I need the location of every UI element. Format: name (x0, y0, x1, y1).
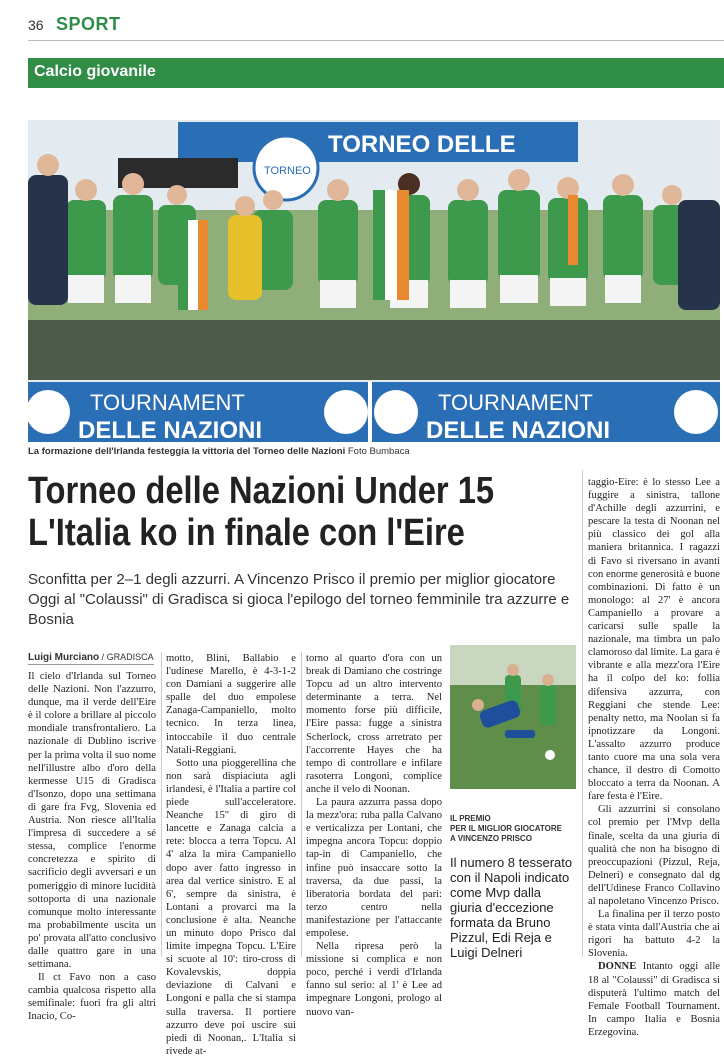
headline-line-1: Torneo delle Nazioni Under 15 (28, 470, 495, 512)
headline-line-2: L'Italia ko in finale con l'Eire (28, 512, 465, 554)
article-column-4 (588, 476, 720, 1039)
banner-bottom-text-2: DELLE NAZIONI (78, 417, 262, 442)
paragraph: Il ct Favo non a caso cambia qualcosa rispetto alla semifinale: fuori fra gli altri Inacio, Co- (28, 972, 156, 1023)
paragraph: Gli azzurrini si consolano col premio per l'Mvp della finale, scelta da una giuria di qualità che non ha bisogno di preoccupazioni (Pizzul, Reja, Delneri) e consegnato dal dg dell'Udinese Franco Collavino al napoletano Vincenzo Prisco. (588, 804, 720, 907)
subtitle (28, 570, 588, 630)
banner-logo-text: TORNEO (264, 165, 311, 177)
subtitle-line-1: Sconfitta per 2–1 degli azzurri. A Vincenzo Prisco il premio per miglior giocatore (28, 571, 556, 588)
article-column-1 (28, 670, 156, 1024)
banner-bottom-text-1: TOURNAMENT (90, 390, 245, 415)
paragraph: Il cielo d'Irlanda sul Torneo delle Nazioni. Non l'azzurro, dunque, ma il verde dell'Eire è il colore a brillare al piccolo mondiale transfrontaliero. La nazionale di Dublino iscrive per la prima volta il suo nome nell'illustre albo d'oro della kermesse U15 di Gradisca d'Isonzo, dopo una settimana di gare fra Fvg, Slovenia ed Austria. Non riesce all'Italia l'impresa di succedere a sé stessa, complice l'enorme concretezza e spirito di sacrificio degli avversari e un pomeriggio di minore lucidità sottoporta di una nazionale comunque molto interessante ma probabilmente uscita un po' provata all'atto conclusivo dalle quattro gare in una settimana. (28, 671, 156, 971)
paragraph: motto, Blini, Ballabio e l'udinese Marello, è 4-3-1-2 con Damiani a suggerire alle spalle del duo empolese Zanaga-Campaniello, molto tecnico. In terza linea, intoccabile il duo centrale Natali-Reggiani. (166, 653, 296, 756)
caption-credit: Foto Bumbaca (347, 446, 410, 457)
inset-photo (450, 645, 576, 789)
banner-bottom-text-4: DELLE NAZIONI (426, 417, 610, 442)
caption-text: La formazione dell'Irlanda festeggia la vittoria del Torneo delle Nazioni (28, 446, 346, 457)
headline (28, 470, 495, 554)
article-column-2 (166, 652, 296, 1058)
paragraph: La finalina per il terzo posto è stata vinta dall'Austria che ai rigori ha battuto 4-2 la Slovenia. (588, 909, 720, 960)
inset-caption (450, 814, 576, 844)
column-divider (301, 652, 302, 957)
byline-divider (28, 664, 154, 665)
paragraph: Sotto una pioggerellina che non sarà dispiaciuta agli irlandesi, è l'Italia a partire col piede sull'acceleratore. Neanche 15" di giro di lancette e Zanaga calcia a rete: blocca a terra Topcu. Al 4' alza la mira Campaniello dopo aver fatto ingresso in area dal vertice sinistro. E al 6', sempre da sinistra, è Lontani a provarci ma la conclusione è alta. Neanche un minuto dopo Prisco dal limite impegna Topcu. L'Eire si scuote al 10': tiro-cross di Kovalevskis, doppia deviazione di Calvani e Longoni e palla che si stampa sulla traversa. Il portiere azzurro deve poi uscire sui piedi di Noonan,. L'Italia si rivede at- (166, 757, 296, 1057)
header-divider (28, 40, 724, 41)
paragraph: Nella ripresa però la missione si complica e non poco, perché i verdi d'Irlanda fanno sul serio: al 1' è Lee ad impegnare Longoni, prologo al nuovo van- (306, 941, 442, 1018)
page-number: 36 (28, 17, 44, 33)
paragraph: torno al quarto d'ora con un break di Damiano che costringe Topcu ad un altro intervento determinante a terra. Nel momento forse più difficile, l'Eire passa: fugge a sinistra Scherlock, cross arretrato per l'accorrente Hayes che ha tempo di controllare e infilare rasoterra Longoni, complice anche il velo di Noonan. (306, 653, 442, 795)
byline-author: Luigi Murciano (28, 652, 100, 663)
photo-caption (28, 446, 410, 457)
inset-caption-line: PER IL MIGLIOR GIOCATORE (450, 824, 563, 833)
paragraph: La paura azzurra passa dopo la mezz'ora: ruba palla Calvano e verticalizza per Lontani, che impegna ancora Topcu: doppio tap-in di Campaniello, che infine può insaccare sotto la traversa, da due passi, la liberatoria bordata del pari: terzo centro nella manifestazione per l'attaccante empolese. (306, 797, 442, 939)
byline-place: / GRADISCA (101, 652, 154, 662)
banner-top-text: TORNEO DELLE (328, 131, 516, 158)
paragraph: taggio-Eire: è lo stesso Lee a fuggire a sinistra, tallone d'Achille degli azzurrini, e pescare la testa di Noonan nel più classico dei gol alla maniera britannica. I ragazzi di Favo si riversano in avanti con enorme generosità e buone combinazioni. Di fatto è un monologo: al 27' è ancora Campaniello a provare a caricarsi sulle spalle la nazionale, ma timbra un palo clamoroso dal limite. La gara è vibrante e alla mezz'ora l'Eire ha il colpo del ko: follia difensiva azzurra, con Reggiani che stende Lee: penalty netto, ma Noolan si fa ipnotizzare da Longoni. L'assalto azzurro produce tanto cuore ma una sola vera chance, il destro di Comotto bloccato a terra da Noonan. A fare festa è l'Eire. (588, 477, 720, 803)
subtitle-line-2: Oggi al "Colaussi" di Gradisca si gioca l'epilogo del torneo femminile tra azzurre e Bosnia (28, 591, 570, 628)
section-title: SPORT (56, 14, 121, 34)
team-photo (28, 120, 720, 442)
paragraph (588, 960, 720, 1039)
pull-quote: Il numero 8 tesserato con il Napoli indicato come Mvp dalla giuria d'eccezione formata da Bruno Pizzul, Edi Reja e Luigi Delneri (450, 855, 573, 960)
donne-label: DONNE (598, 961, 637, 973)
article-column-3 (306, 652, 442, 1019)
category-label: Calcio giovanile (34, 63, 156, 80)
inset-caption-line: IL PREMIO (450, 814, 491, 823)
column-divider (161, 652, 162, 957)
donne-text: Intanto oggi alle 18 al "Colaussi" di Gradisca si disputerà l'ultimo match del Female Football Tournament. In campo Italia e Bosnia Erzegovina. (588, 961, 720, 1038)
banner-bottom-text-3: TOURNAMENT (438, 390, 593, 415)
inset-caption-line: A VINCENZO PRISCO (450, 834, 532, 843)
byline (28, 652, 154, 663)
column-divider (582, 470, 583, 957)
